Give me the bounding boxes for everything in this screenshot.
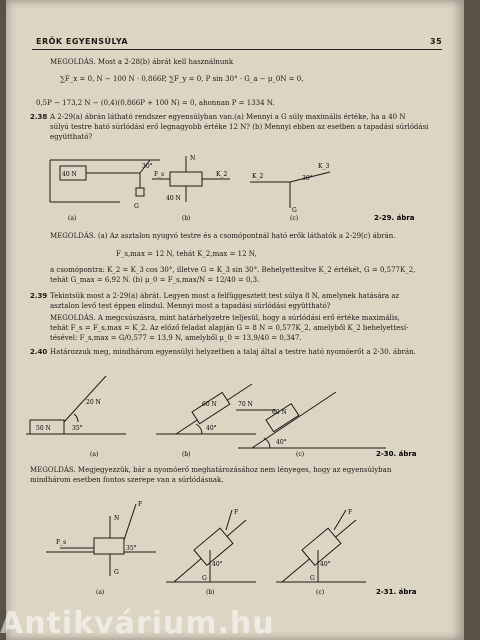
solution-2-39-c: tésével: F_s,max = G/0,577 = 13,9 N, amelyből μ_0 = 13,9/40 = 0,347. xyxy=(50,334,302,342)
fig229-b-label: (b) xyxy=(182,215,191,222)
solution-line-1: MEGOLDÁS. Most a 2-28(b) ábrát kell használnunk xyxy=(50,58,234,66)
fig231-g-a: G xyxy=(114,569,119,576)
fig229-anglec-label: 30° xyxy=(302,175,313,182)
fig230-c-label: (c) xyxy=(296,451,305,458)
figure-2-29 xyxy=(40,142,440,226)
fig230-force-c: 70 N xyxy=(238,401,253,408)
fig230-block-c: 60 N xyxy=(272,409,287,416)
fig229-c-label: (c) xyxy=(290,215,299,222)
fig229-g-label: G xyxy=(134,203,139,210)
fig229-block-label: 40 N xyxy=(62,171,77,178)
fig229-caption: 2-29. ábra xyxy=(374,214,415,222)
fig231-c-label: (c) xyxy=(316,589,325,596)
fig230-force-a: 20 N xyxy=(86,399,101,406)
fig229-k3-label: K_3 xyxy=(318,163,330,170)
fig230-block-b: 60 N xyxy=(202,401,217,408)
problem-2-38-text-2: súlyú testre ható súrlódási erő legnagyobb értéke 12 N? (b) Mennyi ebben az esetben a tapadási súrlódási xyxy=(50,123,429,131)
fig230-a-label: (a) xyxy=(90,451,99,458)
solution-2-38-eq: F_s,max = 12 N, tehát K_2,max = 12 N, xyxy=(116,250,257,258)
fig230-caption: 2-30. ábra xyxy=(376,450,417,458)
fig231-angle-a: 35° xyxy=(126,545,137,552)
fig229-fs-label: F_s xyxy=(154,171,165,178)
problem-2-40-text: Határozzuk meg, mindhárom egyensúlyi helyzetben a talaj által a testre ható nyomóerőt a 2-30. ábrán. xyxy=(50,348,416,356)
problem-2-39-number: 2.39 xyxy=(30,292,48,300)
equation-result: 0,5P − 173,2 N − (0,4)(0,866P + 100 N) = 0, ahonnan P = 1334 N. xyxy=(36,99,275,107)
problem-2-38-text-3: együttható? xyxy=(50,133,93,141)
fig230-angle-a: 35° xyxy=(72,425,83,432)
fig231-angle-b: 40° xyxy=(212,561,223,568)
fig231-fs-a: F_s xyxy=(56,539,67,546)
problem-2-39-text-1: Tekintsük most a 2-29(a) ábrát. Legyen most a felfüggesztett test súlya 8 N, amelynek hatására az xyxy=(50,292,400,300)
book-page xyxy=(6,0,464,640)
fig229-a-label: (a) xyxy=(68,215,77,222)
fig231-f-a: F xyxy=(138,501,143,508)
problem-2-40-number: 2.40 xyxy=(30,348,48,356)
fig231-g-c: G xyxy=(310,575,315,582)
page-number: 35 xyxy=(430,37,443,46)
fig229-weight-label: 40 N xyxy=(166,195,181,202)
fig231-caption: 2-31. ábra xyxy=(376,588,417,596)
solution-2-38-a: MEGOLDÁS. (a) Az asztalon nyugvó testre és a csomópontnál ható erők láthatók a 2-29(c) ábrán. xyxy=(50,232,396,240)
solution-2-39-b: tehát F_s = F_s,max = K_2. Az előző feladat alapján G = 8 N = 0,577K_2, amelyből K_2 behelyettesí- xyxy=(50,324,409,332)
fig229-n-label: N xyxy=(190,155,196,162)
fig230-block-a: 50 N xyxy=(36,425,51,432)
fig231-b-label: (b) xyxy=(206,589,215,596)
problem-2-38-number: 2.38 xyxy=(30,113,48,121)
solution-2-40-a: MEGOLDÁS. Megjegyezzük, bár a nyomóerő meghatározásához nem lényeges, hogy az egyensúlyban xyxy=(30,466,392,474)
fig229-angle-label: 30° xyxy=(142,163,153,170)
fig231-angle-c: 40° xyxy=(320,561,331,568)
fig231-g-b: G xyxy=(202,575,207,582)
solution-2-39-a: MEGOLDÁS. A megcsúszásra, mint határhelyzetre teljesül, hogy a súrlódási erő értéke maximális, xyxy=(50,314,400,322)
solution-2-38-b: a csomópontra: K_2 = K_3 cos 30°, illetve G = K_3 sin 30°. Behelyettesítve K_2 értékét, G = 0,577K_2, xyxy=(50,266,416,274)
fig229-k2-label: K_2 xyxy=(216,171,228,178)
fig231-a-label: (a) xyxy=(96,589,105,596)
fig229-k2c-label: K_2 xyxy=(252,173,264,180)
solution-2-40-b: mindhárom esetben fontos szerepe van a súrlódásnak. xyxy=(30,476,224,484)
fig231-f-c: F xyxy=(348,509,353,516)
figure-2-31 xyxy=(26,490,446,600)
watermark: Antikvárium.hu xyxy=(0,606,275,640)
header-rule xyxy=(32,49,442,50)
equation-line: ∑F_x = 0, N − 100 N · 0,866P, ∑F_y = 0, P sin 30° · G_a − μ_0N = 0, xyxy=(60,75,304,83)
solution-2-38-c: tehát G_max = 6,92 N. (b) μ_0 = F_s,max/N = 12/40 = 0,3. xyxy=(50,276,260,284)
running-header-title: ERŐK EGYENSÚLYA xyxy=(36,37,129,46)
figure-2-30 xyxy=(26,362,446,460)
fig229-gc-label: G xyxy=(292,207,297,214)
fig230-b-label: (b) xyxy=(182,451,191,458)
problem-2-39-text-2: asztalon levő test éppen elindul. Mennyi most a tapadási súrlódási együttható? xyxy=(50,302,331,310)
fig231-n-a: N xyxy=(114,515,120,522)
fig230-angle-c: 40° xyxy=(276,439,287,446)
fig231-f-b: F xyxy=(234,509,239,516)
fig230-angle-b: 40° xyxy=(206,425,217,432)
problem-2-38-text-1: A 2-29(a) ábrán látható rendszer egyensúlyban van.(a) Mennyi a G súly maximális értéke, ha a 40 N xyxy=(50,113,406,121)
